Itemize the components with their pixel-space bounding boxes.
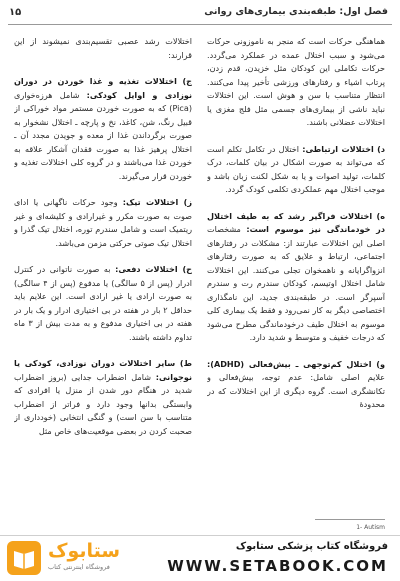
section-heading: ز) اختلالات تیک: [122,197,192,207]
paragraph [14,35,192,62]
section-heading: د) اختلالات ارتباطی: [302,143,385,154]
right-column [207,35,385,535]
footnote-divider [315,519,385,520]
page-footer [0,535,400,581]
chapter-title: فصل اول: طبقه‌بندی بیماری‌های روانی [204,6,388,17]
logo-subtitle: فروشگاه اینترنتی کتاب [48,563,110,571]
paragraph-text: وجود حرکات ناگهانی یا ادای صوت به صورت مکرر و غیرارادی و کلیشه‌ای و غیر ریتمیک است و شامل سندرم توره، اختلال تیک گذرا و اختلال تیک صوتی حرکتی مزمن می‌باشد. [14,197,192,248]
page-header [0,0,400,30]
paragraph-text: علایم اصلی شامل: عدم توجه، بیش‌فعالی و تکانشگری است. گروه دیگری از این اختلالات که در محدودهٔ [207,372,385,409]
paragraph-text: شامل اضطراب جدایی (بروز اضطراب شدید در هنگام دور شدن از منزل یا افرادی که وابستگی بدانها وجود دارد و فراتر از اضطراب متناسب با سن است) و گنگی انتخابی (خودداری از صحبت کردن در بعضی موقعیت‌های خاص مثل [14,371,192,436]
left-column [14,35,192,535]
section-heading: ج) اختلالات تغذیه و غذا خوردن در دوران نوزادی و اوایل کودکی: [14,76,192,100]
paragraph-text: اختلالات رشد عصبی تقسیم‌بندی نمیشوند از این قرارند: [14,36,192,60]
paragraph [207,210,385,345]
logo-text: ستابوک [48,540,121,562]
header-divider [8,24,392,25]
paragraph-text: شامل هرزه‌خواری (Pica) که به صورت خوردن مستمر مواد خوراکی از قبیل رنگ، شن، کاغذ، نخ و پارچه ـ اختلال نشخوار به صورت برگرداندن غذا از معده و جویدن مجدد آن ـ اختلال پرهیز غذا به صورت فقدان آشکار علاقه به خوردن غذا می‌باشند و در گروه کلی اختلالات تغذیه و خوردن قرار می‌گیرند. [14,89,192,181]
section-heading: ح) اختلالات دفعی: [115,264,192,274]
store-name: فروشگاه کتاب پزشکی ستابوک [235,541,388,552]
book-logo-icon [6,540,42,576]
paragraph [207,143,385,197]
footer-divider [0,535,400,536]
paragraph-text: مشخصات اصلی این اختلالات عبارتند از: مشکلات در رفتارهای اجتماعی، ارتباط و علایق که به صورت رفتارهای انزواگرایانه و ناهمخوان تجلی می‌کنند. این اختلالات شامل اختلال اوتیسم، کودکان سندرم رت و سندرم آسپرگر است. در طبقه‌بندی جدید، این نامگذاری اختصاصی دیگر به کار نمی‌رود و فقط یک بیماری کلی موسوم به اختلال طیف درخودماندگی مطرح می‌شود که درجات خفیف و متوسط و شدید دارد. [207,224,385,342]
setabook-logo[interactable] [6,540,156,578]
paragraph [14,357,192,438]
section-heading: ط) سایر اختلالات دوران نوزادی، کودکی یا نوجوانی: [14,358,192,382]
paragraph-text: هماهنگی حرکات است که منجر به ناموزونی حرکات می‌شود و سبب اختلال عمده در عملکرد می‌گردد. حرکات تکاملی این کودکان مثل خزیدن، قدم زدن، پرتاب اشیاء و رفتارهای ورزشی تأخیر پیدا می‌کنند. انتظار متناسب با سن و هوش است. این اختلالات نباید ناشی از بیماری‌های جسمی مثل فلج مغزی یا اختلالات عضلانی باشند. [207,36,385,127]
page-number: ۱۵ [9,7,22,18]
section-heading: و) اختلال کم‌توجهی ـ بیش‌فعالی (ADHD): [207,358,385,369]
section-heading: ه) اختلالات فراگیر رشد که به طیف اختلال در خودماندگی نیز موسوم است: [207,210,385,234]
paragraph [207,35,385,130]
footnote: 1- Autism [356,524,385,531]
paragraph [14,75,192,183]
paragraph-text: به صورت ناتوانی در کنترل ادرار (پس از ۵ سالگی) یا مدفوع (پس از ۴ سالگی) به صورت ارادی یا غیر ارادی است. این علایم باید حداقل ۲ بار در هفته در بی اختیاری ادرار و یک بار در هفته در بی اختیاری مدفوع و به مدت بیش از ۳ ماه تداوم داشته باشند. [14,264,192,342]
paragraph [14,196,192,250]
paragraph [14,263,192,344]
paragraph-text: اختلال در تکامل تکلم است که می‌تواند به صورت اشکال در بیان کلمات، درک کلمات، تولید اصوات و یا به شکل لکنت زبان باشد و موجب اختلال مهم عملکردی تکلمی کودک گردد. [207,143,385,194]
store-url-link[interactable]: WWW.SETABOOK.COM [167,557,388,575]
paragraph [207,358,385,412]
